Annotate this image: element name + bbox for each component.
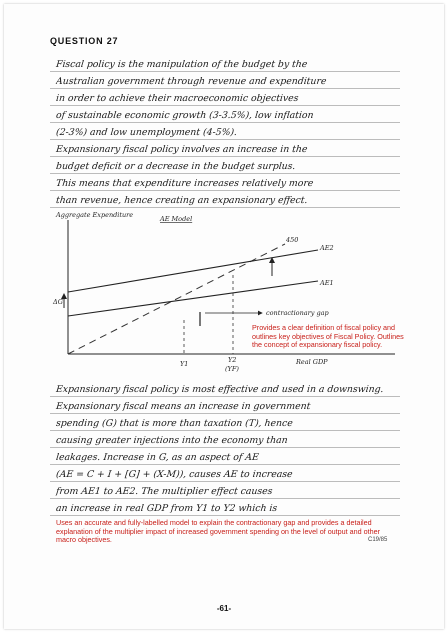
page-number: -61- bbox=[216, 604, 232, 613]
label-ae1: AE1 bbox=[320, 279, 334, 287]
x-axis-label: Real GDP bbox=[296, 358, 328, 366]
marker-annotation: Provides a clear definition of fiscal policy and outlines key objectives of Fiscal Policy. Outlines the concept of expansionary fiscal policy. bbox=[252, 323, 404, 350]
handwritten-line: budget deficit or a decrease in the budget surplus. bbox=[55, 161, 296, 172]
handwritten-line: (AE = C + I + [G] + (X-M)), causes AE to increase bbox=[55, 469, 294, 480]
label-y1: Y1 bbox=[180, 360, 189, 368]
label-contractionary-gap: contractionary gap bbox=[266, 309, 329, 317]
ruled-line bbox=[50, 430, 400, 431]
handwritten-line: leakages. Increase in G, as an aspect of AE bbox=[55, 452, 260, 463]
ruled-line bbox=[50, 447, 400, 448]
handwritten-line: (2-3%) and low unemployment (4-5%). bbox=[55, 127, 238, 138]
handwritten-line: spending (G) that is more than taxation (T), hence bbox=[55, 418, 294, 429]
handwritten-line: causing greater injections into the economy than bbox=[55, 435, 289, 446]
model-title: AE Model bbox=[160, 215, 193, 223]
sample-code: C19/85 bbox=[368, 537, 388, 543]
label-yf: (YF) bbox=[225, 365, 239, 373]
label-delta-g: ΔG bbox=[53, 298, 63, 306]
handwritten-line: an increase in real GDP from Y1 to Y2 which is bbox=[55, 503, 278, 514]
handwritten-line: from AE1 to AE2. The multiplier effect causes bbox=[55, 486, 274, 497]
question-label: QUESTION 27 bbox=[50, 36, 119, 46]
handwritten-line: Fiscal policy is the manipulation of the budget by the bbox=[55, 59, 308, 70]
handwritten-line: Expansionary fiscal means an increase in government bbox=[55, 401, 311, 412]
handwritten-line: Expansionary fiscal policy is most effective and used in a downswing. bbox=[55, 384, 385, 395]
ruled-line bbox=[50, 481, 400, 482]
ruled-line bbox=[50, 498, 400, 499]
label-y2: Y2 bbox=[228, 356, 237, 364]
ruled-line bbox=[50, 515, 400, 516]
handwritten-line: Expansionary fiscal policy involves an increase in the bbox=[55, 144, 308, 155]
handwritten-line: This means that expenditure increases relatively more bbox=[55, 178, 314, 189]
ruled-line bbox=[50, 396, 400, 397]
marker-annotation: Uses an accurate and fully-labelled model to explain the contractionary gap and provides a detailed explanation of the multiplier impact of increased government spending on the level of output and other macro objectives. bbox=[56, 518, 381, 545]
ruled-line bbox=[50, 464, 400, 465]
label-450: 450 bbox=[286, 236, 299, 244]
y-axis-label: Aggregate Expenditure bbox=[56, 211, 134, 219]
handwritten-line: than revenue, hence creating an expansionary effect. bbox=[55, 195, 309, 206]
handwritten-line: in order to achieve their macroeconomic objectives bbox=[55, 93, 300, 104]
handwritten-line: Australian government through revenue and expenditure bbox=[55, 76, 327, 87]
label-ae2: AE2 bbox=[320, 244, 334, 252]
ruled-line bbox=[50, 413, 400, 414]
handwritten-line: of sustainable economic growth (3-3.5%), low inflation bbox=[55, 110, 315, 121]
